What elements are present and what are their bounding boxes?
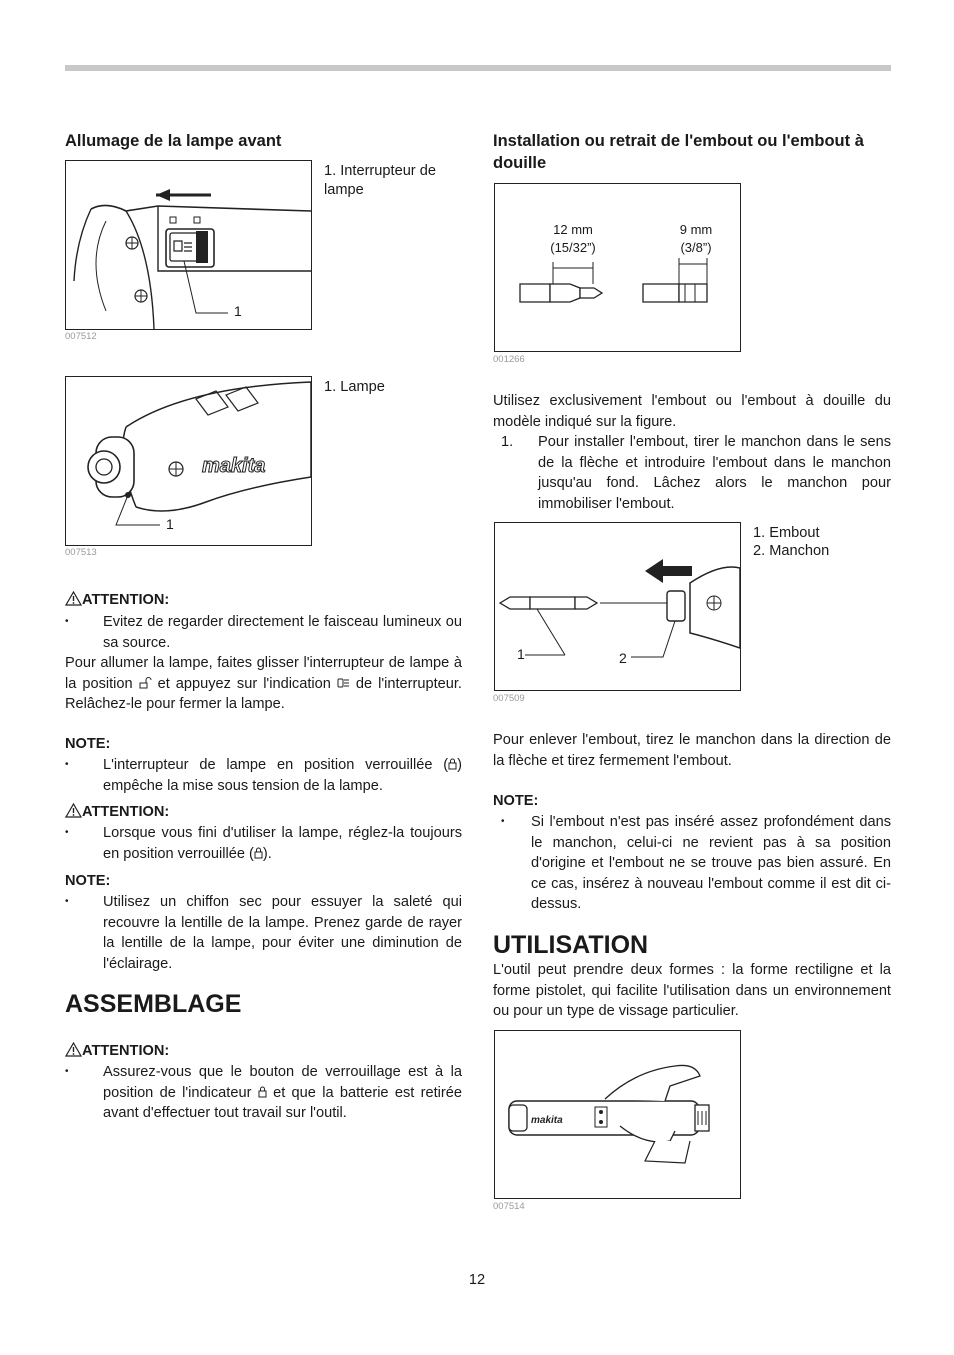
paragraph: L'outil peut prendre deux formes : la forme rectiligne et la forme pistolet, qui facilite l'utilisation dans un environnement ou pour un type de vissage particulier. [493, 962, 891, 1019]
brand-logo: makita [531, 1115, 563, 1126]
paragraph: Pour enlever l'embout, tirez le manchon dans la direction de la flèche et tirez fermement l'embout. [493, 732, 891, 769]
bit-dimensions-illustration [495, 184, 740, 351]
usage-illustration [495, 1031, 740, 1198]
lock-icon [448, 758, 457, 770]
figure-code: 007509 [493, 693, 525, 704]
figure-lamp-switch [65, 160, 312, 330]
section-title-assemblage: ASSEMBLAGE [65, 990, 242, 1018]
lamp-paragraph: Pour allumer la lampe, faites glisser l'interrupteur de lampe à la position et appuyez sur l'indication de l'interrupteur. Relâchez-le pour fermer la lampe. [65, 655, 462, 712]
warning-triangle-icon [65, 1042, 82, 1057]
list-item: • Lorsque vous fini d'utiliser la lampe, réglez-la toujours en position verrouillée ( ). [65, 825, 462, 862]
dimension-label: (15/32”) [550, 240, 596, 255]
section-heading-bit: Installation ou retrait de l'embout ou l'embout à douille [493, 132, 864, 172]
figure-usage [494, 1030, 741, 1199]
figure-caption: 1. Embout [753, 525, 820, 541]
figure-bit-dimensions [494, 183, 741, 352]
brand-logo: makita [202, 455, 266, 477]
unlock-icon [139, 677, 152, 689]
figure-bit-install [494, 522, 741, 691]
list-item: • Evitez de regarder directement le faisceau lumineux ou sa source. [65, 614, 462, 651]
figure-code: 007513 [65, 547, 97, 558]
dimension-label: (3/8”) [680, 240, 712, 255]
figure-code: 007514 [493, 1201, 525, 1212]
bullet: • [65, 616, 69, 627]
figure-lamp [65, 376, 312, 546]
list-item: • L'interrupteur de lampe en position verrouillée ( ) empêche la mise sous tension de la lampe. [65, 757, 462, 794]
dimension-label: 12 mm [553, 222, 593, 237]
attention-label: ATTENTION: [65, 802, 169, 822]
lamp-illustration [66, 377, 311, 545]
figure-callout-1: 1 [166, 516, 174, 532]
attention-label: ATTENTION: [65, 590, 169, 610]
lamp-indicator-icon [337, 677, 350, 689]
section-title-utilisation: UTILISATION [493, 931, 649, 959]
dimension-label: 9 mm [679, 222, 713, 237]
figure-callout-2: 2 [619, 650, 627, 666]
list-item: • Utilisez un chiffon sec pour essuyer la saleté qui recouvre la lentille de la lampe. Prenez garde de rayer la lentille de la lampe, pour éviter une diminution de l'éclairage. [65, 894, 462, 972]
bullet: • [65, 759, 69, 770]
warning-triangle-icon [65, 803, 82, 818]
bullet: • [65, 896, 69, 907]
header-rule [65, 65, 891, 71]
note-label: NOTE: [65, 736, 111, 752]
list-item: • Assurez-vous que le bouton de verrouillage est à la position de l'indicateur et que la batterie est retirée avant d'effectuer tout travail sur l'outil. [65, 1064, 462, 1121]
lock-icon [258, 1086, 267, 1098]
step-number: 1. [501, 434, 514, 450]
lock-icon [254, 847, 263, 859]
figure-caption: 1. Lampe [324, 379, 385, 395]
figure-caption: 2. Manchon [753, 543, 830, 559]
lamp-switch-illustration [66, 161, 311, 329]
bullet: • [65, 827, 69, 838]
list-item: • Si l'embout n'est pas inséré assez profondément dans le manchon, celui-ci ne revient pas à sa position d'origine et l'embout ne se trouve pas bien assuré. En ce cas, insérez à nouveau l'embout comme il est dit ci-dessus. [501, 814, 891, 912]
warning-triangle-icon [65, 591, 82, 606]
figure-callout-1: 1 [517, 646, 525, 662]
bit-install-illustration [495, 523, 740, 690]
page-number: 12 [468, 1272, 486, 1288]
figure-callout-1: 1 [234, 303, 242, 319]
paragraph: Utilisez exclusivement l'embout ou l'embout à douille du modèle indiqué sur la figure. [493, 393, 891, 430]
figure-code: 007512 [65, 331, 97, 342]
note-label: NOTE: [65, 873, 111, 889]
figure-caption: 1. Interrupteur de lampe [324, 163, 436, 198]
numbered-step: 1. Pour installer l'embout, tirer le manchon dans le sens de la flèche et introduire l'embout dans le manchon jusqu'au fond. Lâchez alors le manchon pour immobiliser l'embout. [501, 434, 891, 512]
section-heading-lamp: Allumage de la lampe avant [65, 132, 282, 150]
bullet: • [501, 816, 505, 827]
attention-label: ATTENTION: [65, 1041, 169, 1061]
bullet: • [65, 1066, 69, 1077]
note-label: NOTE: [493, 793, 539, 809]
figure-code: 001266 [493, 354, 525, 365]
